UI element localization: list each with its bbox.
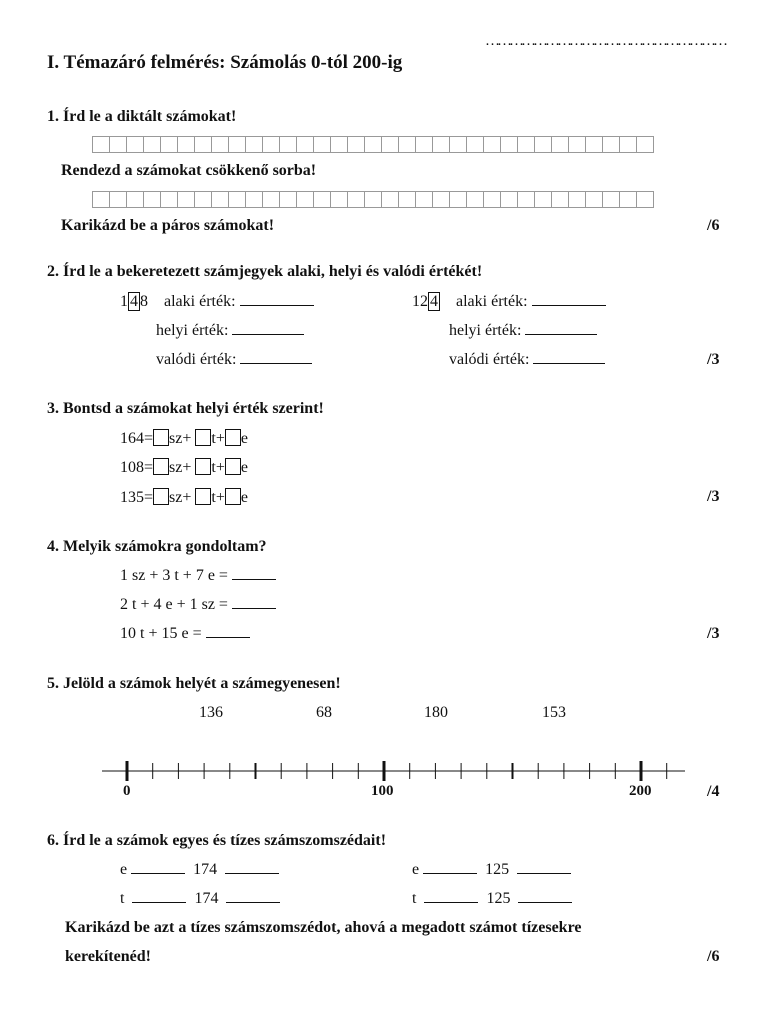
- grid-cell[interactable]: [177, 191, 195, 208]
- grid-cell[interactable]: [211, 136, 229, 153]
- s6-number: 125: [486, 890, 511, 907]
- s2-left-number: [120, 293, 148, 311]
- answer-line[interactable]: [525, 322, 597, 335]
- grid-cell[interactable]: [296, 191, 314, 208]
- s2-right-pre: 12: [412, 293, 428, 310]
- s2-right-number: [412, 293, 440, 311]
- valodi-label: valódi érték:: [156, 351, 237, 368]
- grid-cell[interactable]: [551, 136, 569, 153]
- grid-cell[interactable]: [228, 191, 246, 208]
- s5-number: 180: [424, 704, 448, 721]
- answer-box[interactable]: [225, 488, 241, 505]
- s6-row-t-right: [412, 890, 572, 908]
- grid-cell[interactable]: [364, 136, 382, 153]
- grid-cell[interactable]: [517, 136, 535, 153]
- s4-row: [120, 567, 276, 585]
- number-line-label-100: 100: [371, 783, 394, 799]
- s6-number: 125: [485, 861, 510, 878]
- answer-line[interactable]: [518, 890, 572, 903]
- grid-cell[interactable]: [160, 136, 178, 153]
- t-label: t+: [211, 430, 225, 447]
- helyi-label: helyi érték:: [449, 322, 522, 339]
- number-line[interactable]: [100, 756, 690, 786]
- s1-sort-instruction: Rendezd a számokat csökkenő sorba!: [61, 162, 317, 179]
- grid-cell[interactable]: [109, 136, 127, 153]
- grid-cell[interactable]: [160, 191, 178, 208]
- s4-score: /3: [707, 625, 720, 642]
- s6-instruction-line2: kerekítenéd!: [65, 948, 151, 965]
- grid-cell[interactable]: [449, 191, 467, 208]
- answer-line[interactable]: [232, 596, 276, 609]
- s3-heading: 3. Bontsd a számokat helyi érték szerint!: [47, 400, 324, 417]
- grid-cell[interactable]: [279, 136, 297, 153]
- s5-number: 68: [316, 704, 332, 721]
- grid-cell[interactable]: [568, 191, 586, 208]
- alaki-label: alaki érték:: [456, 293, 528, 310]
- s6-row-e-left: [120, 861, 279, 879]
- grid-cell[interactable]: [330, 191, 348, 208]
- sz-label: sz+: [169, 459, 192, 476]
- s2-left-post: 8: [140, 293, 148, 310]
- s5-score: /4: [707, 783, 720, 800]
- s4-heading: 4. Melyik számokra gondoltam?: [47, 538, 267, 555]
- grid-cell[interactable]: [211, 191, 229, 208]
- answer-box[interactable]: [195, 488, 211, 505]
- s4-expression: 2 t + 4 e + 1 sz =: [120, 596, 228, 613]
- grid-cell[interactable]: [313, 191, 331, 208]
- s2-right-helyi: [449, 322, 597, 340]
- grid-cell[interactable]: [262, 136, 280, 153]
- s2-right-valodi: [449, 351, 605, 369]
- grid-cell[interactable]: [500, 136, 518, 153]
- answer-line[interactable]: [232, 567, 276, 580]
- answer-box[interactable]: [153, 429, 169, 446]
- grid-cell[interactable]: [143, 191, 161, 208]
- grid-cell[interactable]: [143, 136, 161, 153]
- s3-score: /3: [707, 488, 720, 505]
- answer-line[interactable]: [132, 890, 186, 903]
- s6-row-e-right: [412, 861, 571, 879]
- s2-left-valodi: [156, 351, 312, 369]
- grid-cell[interactable]: [262, 191, 280, 208]
- grid-cell[interactable]: [449, 136, 467, 153]
- grid-cell[interactable]: [228, 136, 246, 153]
- s1-even-instruction: Karikázd be a páros számokat!: [61, 217, 275, 234]
- answer-box[interactable]: [153, 458, 169, 475]
- answer-line[interactable]: [226, 890, 280, 903]
- grid-cell[interactable]: [432, 191, 450, 208]
- t-label: t: [120, 890, 125, 907]
- grid-cell[interactable]: [381, 191, 399, 208]
- answer-line[interactable]: [206, 625, 250, 638]
- grid-cell[interactable]: [347, 136, 365, 153]
- s4-expression: 1 sz + 3 t + 7 e =: [120, 567, 228, 584]
- grid-cell[interactable]: [177, 136, 195, 153]
- answer-line[interactable]: [131, 861, 185, 874]
- e-label: e: [120, 861, 128, 878]
- alaki-label: alaki érték:: [164, 293, 236, 310]
- grid-cell[interactable]: [279, 191, 297, 208]
- e-label: e: [412, 861, 420, 878]
- grid-cell[interactable]: [636, 191, 654, 208]
- grid-cell[interactable]: [568, 136, 586, 153]
- answer-box[interactable]: [195, 458, 211, 475]
- answer-line[interactable]: [240, 351, 312, 364]
- grid-cell[interactable]: [92, 136, 110, 153]
- s5-number: 153: [542, 704, 566, 721]
- answer-box[interactable]: [153, 488, 169, 505]
- answer-box[interactable]: [195, 429, 211, 446]
- grid-cell[interactable]: [398, 136, 416, 153]
- s3-number: 164=: [120, 430, 154, 447]
- grid-cell[interactable]: [619, 136, 637, 153]
- answer-line[interactable]: [533, 351, 605, 364]
- grid-cell[interactable]: [296, 136, 314, 153]
- grid-cell[interactable]: [92, 191, 110, 208]
- grid-cell[interactable]: [466, 136, 484, 153]
- s2-heading: 2. Írd le a bekeretezett számjegyek alaki, helyi és valódi értékét!: [47, 263, 483, 280]
- t-label: t+: [211, 459, 225, 476]
- grid-cell[interactable]: [619, 191, 637, 208]
- s3-row: [120, 429, 248, 448]
- answer-line[interactable]: [517, 861, 571, 874]
- answer-line[interactable]: [232, 322, 304, 335]
- e-label: e: [240, 430, 248, 447]
- helyi-label: helyi érték:: [156, 322, 229, 339]
- s6-number: 174: [194, 890, 219, 907]
- answer-line[interactable]: [225, 861, 279, 874]
- grid-cell[interactable]: [415, 136, 433, 153]
- s2-right-boxed-digit: 4: [430, 293, 438, 310]
- number-line-label-0: 0: [123, 783, 131, 799]
- grid-cell[interactable]: [636, 136, 654, 153]
- e-label: e: [240, 459, 248, 476]
- grid-cell[interactable]: [126, 191, 144, 208]
- grid-cell[interactable]: [483, 136, 501, 153]
- s5-number: 136: [199, 704, 223, 721]
- s3-number: 108=: [120, 459, 154, 476]
- grid-cell[interactable]: [602, 136, 620, 153]
- sz-label: sz+: [169, 489, 192, 506]
- grid-cell[interactable]: [415, 191, 433, 208]
- answer-line[interactable]: [424, 890, 478, 903]
- grid-cell[interactable]: [194, 136, 212, 153]
- grid-cell[interactable]: [109, 191, 127, 208]
- grid-cell[interactable]: [432, 136, 450, 153]
- grid-cell[interactable]: [126, 136, 144, 153]
- grid-cell[interactable]: [602, 191, 620, 208]
- grid-cell[interactable]: [500, 191, 518, 208]
- s6-instruction-line1: Karikázd be azt a tízes számszomszédot, ahová a megadott számot tízesekre: [65, 919, 582, 936]
- answer-line[interactable]: [532, 293, 606, 306]
- s2-score: /3: [707, 351, 720, 368]
- s3-number: 135=: [120, 489, 154, 506]
- grid-cell[interactable]: [534, 136, 552, 153]
- s2-left-boxed-digit: 4: [130, 293, 138, 310]
- s6-row-t-left: [120, 890, 280, 908]
- s6-score: /6: [707, 948, 720, 965]
- grid-cell[interactable]: [585, 191, 603, 208]
- s4-row: [120, 625, 250, 643]
- answer-box[interactable]: [225, 429, 241, 446]
- sz-label: sz+: [169, 430, 192, 447]
- dictation-grid[interactable]: [92, 136, 653, 153]
- t-label: t+: [211, 489, 225, 506]
- answer-line[interactable]: [240, 293, 314, 306]
- s5-heading: 5. Jelöld a számok helyét a számegyenesen!: [47, 675, 341, 692]
- valodi-label: valódi érték:: [449, 351, 530, 368]
- sorted-grid[interactable]: [92, 191, 653, 208]
- grid-cell[interactable]: [364, 191, 382, 208]
- answer-box[interactable]: [225, 458, 241, 475]
- s6-number: 174: [193, 861, 218, 878]
- s6-heading: 6. Írd le a számok egyes és tízes számszomszédait!: [47, 832, 387, 849]
- grid-cell[interactable]: [194, 191, 212, 208]
- grid-cell[interactable]: [534, 191, 552, 208]
- s2-left-alaki: [164, 293, 314, 311]
- s3-row: [120, 488, 248, 507]
- grid-cell[interactable]: [551, 191, 569, 208]
- grid-cell[interactable]: [483, 191, 501, 208]
- number-line-label-200: 200: [629, 783, 652, 799]
- grid-cell[interactable]: [517, 191, 535, 208]
- s1-heading: 1. Írd le a diktált számokat!: [47, 108, 237, 125]
- s4-expression: 10 t + 15 e =: [120, 625, 202, 642]
- grid-cell[interactable]: [245, 191, 263, 208]
- e-label: e: [240, 489, 248, 506]
- s4-row: [120, 596, 276, 614]
- grid-cell[interactable]: [313, 136, 331, 153]
- grid-cell[interactable]: [466, 191, 484, 208]
- s1-score: /6: [707, 217, 720, 234]
- s3-row: [120, 458, 248, 477]
- s2-right-alaki: [456, 293, 606, 311]
- grid-cell[interactable]: [347, 191, 365, 208]
- grid-cell[interactable]: [381, 136, 399, 153]
- page-title: I. Témazáró felmérés: Számolás 0-tól 200-ig: [47, 52, 403, 73]
- grid-cell[interactable]: [245, 136, 263, 153]
- grid-cell[interactable]: [585, 136, 603, 153]
- grid-cell[interactable]: [398, 191, 416, 208]
- grid-cell[interactable]: [330, 136, 348, 153]
- s2-left-pre: 1: [120, 293, 128, 310]
- answer-line[interactable]: [423, 861, 477, 874]
- name-line: ……………………………………………………: [485, 33, 725, 49]
- s2-left-helyi: [156, 322, 304, 340]
- t-label: t: [412, 890, 417, 907]
